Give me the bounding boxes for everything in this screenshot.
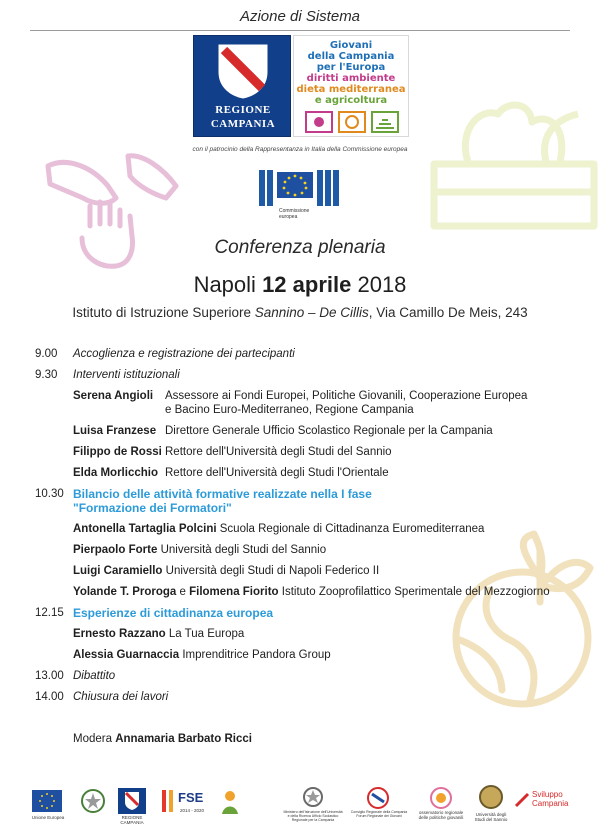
giovani-line-3: per l'Europa xyxy=(316,62,386,73)
speaker-name: Antonella Tartaglia Polcini xyxy=(73,523,217,535)
time-9-30: 9.30 xyxy=(35,369,58,381)
miur-emblem-icon xyxy=(302,786,324,810)
giovani-line-4: diritti ambiente xyxy=(306,73,396,84)
giovani-pictograms-icon xyxy=(304,110,400,134)
sviluppo-line-1: Sviluppo xyxy=(532,790,563,799)
regione-campania-logo xyxy=(193,35,291,137)
speaker-role: Università degli Studi di Napoli Federico II xyxy=(165,565,380,577)
moderator-name: Annamaria Barbato Ricci xyxy=(115,733,252,745)
speaker-conjunction: e xyxy=(176,586,190,598)
event-type: Conferenza plenaria xyxy=(214,237,386,258)
venue-name: Sannino – De Cillis xyxy=(254,305,369,320)
speaker-entry xyxy=(73,543,326,557)
speaker-name: Alessia Guarnaccia xyxy=(73,649,180,661)
giovani-line-6: e agricoltura xyxy=(314,95,388,106)
footer-osservatorio-label: osservatorio regionale delle politiche giovanili xyxy=(418,810,464,820)
ec-label-line-2: europea xyxy=(279,214,298,220)
speaker-name: Serena Angioli xyxy=(73,390,154,402)
eu-flag-icon xyxy=(32,790,62,812)
speaker-role: Università degli Studi del Sannio xyxy=(160,544,327,556)
speaker-role: Rettore dell'Università degli Studi l'Orientale xyxy=(165,467,389,479)
event-city: Napoli xyxy=(193,272,256,297)
giovani-line-5: dieta mediterranea xyxy=(296,84,406,95)
moderator-label: Modera xyxy=(73,733,112,745)
session-bilancio-subtitle: "Formazione dei Formatori" xyxy=(73,501,232,515)
speaker-role-continued: e Bacino Euro-Mediterraneo, Regione Campania xyxy=(165,404,414,416)
ec-label-line-1: Commissione xyxy=(279,208,310,214)
speaker-entry xyxy=(73,585,550,599)
time-14-00: 14.00 xyxy=(35,691,64,703)
footer-consiglio-label: Consiglio Regionale della Campania Forum Regionale dei Giovani xyxy=(350,810,408,818)
footer-regione-label: REGIONE CAMPANIA xyxy=(120,815,144,824)
speaker-name: Luigi Caramiello xyxy=(73,565,163,577)
time-9-00: 9.00 xyxy=(35,348,58,360)
venue-prefix: Istituto di Istruzione Superiore xyxy=(72,305,255,320)
speaker-role: La Tua Europa xyxy=(168,628,245,640)
sviluppo-campania-icon xyxy=(514,792,530,808)
giovani-line-1: Giovani xyxy=(329,40,373,51)
italian-republic-emblem-icon xyxy=(80,788,106,814)
speaker-role: Assessore ai Fondi Europei, Politiche Giovanili, Cooperazione Europea xyxy=(165,390,528,402)
time-12-15: 12.15 xyxy=(35,607,64,619)
speaker-name: Pierpaolo Forte xyxy=(73,544,158,556)
speaker-role: Scuola Regionale di Cittadinanza Euromediterranea xyxy=(219,523,485,535)
speaker-entry xyxy=(73,648,331,662)
venue-address: , Via Camillo De Meis, 243 xyxy=(368,305,528,320)
sviluppo-line-2: Campania xyxy=(532,799,569,808)
osservatorio-icon xyxy=(428,786,454,810)
session-bilancio: Bilancio delle attività formative realizzate nella I fase xyxy=(73,487,372,501)
event-venue xyxy=(0,305,600,320)
unisannio-seal-icon xyxy=(478,784,504,812)
session-esperienze: Esperienze di cittadinanza europea xyxy=(73,606,274,620)
speaker-entry xyxy=(73,564,379,578)
session-dibattito: Dibattito xyxy=(73,670,116,682)
speaker-name: Luisa Franzese xyxy=(73,425,157,437)
footer-unisannio-label: Università degli Studi del Sannio xyxy=(474,812,508,822)
regione-shield-icon xyxy=(216,42,270,100)
regione-name-line-1: REGIONE xyxy=(215,104,271,116)
regione-name-line-2: CAMPANIA xyxy=(210,118,276,130)
speaker-role: Imprenditrice Pandora Group xyxy=(182,649,331,661)
giovani-line-2: della Campania xyxy=(307,51,395,62)
footer-logos xyxy=(20,782,590,822)
patrocinio-text: con il patrocinio della Rappresentanza in Italia della Commissione europea xyxy=(192,146,408,153)
time-13-00: 13.00 xyxy=(35,670,64,682)
speaker-role: Direttore Generale Ufficio Scolastico Regionale per la Campania xyxy=(165,425,493,437)
speaker-name: Elda Morlicchio xyxy=(73,467,158,479)
time-10-30: 10.30 xyxy=(35,488,64,500)
session-chiusura: Chiusura dei lavori xyxy=(73,691,169,703)
youth-garanzia-icon xyxy=(218,788,242,816)
session-interventi: Interventi istituzionali xyxy=(73,369,180,381)
speaker-name: Filomena Fiorito xyxy=(189,586,279,598)
regione-campania-small-icon xyxy=(118,788,146,814)
footer-fse-sub: 2014 - 2020 xyxy=(179,808,205,813)
speaker-entry xyxy=(73,522,484,536)
consiglio-regionale-icon xyxy=(364,786,392,810)
event-date: 12 aprile xyxy=(262,272,352,297)
speaker-entry xyxy=(73,627,244,641)
header-divider xyxy=(30,30,570,31)
session-accoglienza: Accoglienza e registrazione dei partecipanti xyxy=(73,348,295,360)
speaker-role: Rettore dell'Università degli Studi del Sannio xyxy=(165,446,392,458)
speaker-name: Yolande T. Proroga xyxy=(73,586,177,598)
header-title: Azione di Sistema xyxy=(239,8,361,25)
speaker-name: Ernesto Razzano xyxy=(73,628,166,640)
event-date-line xyxy=(0,272,600,298)
speaker-name: Filippo de Rossi xyxy=(73,446,162,458)
footer-sviluppo-label xyxy=(532,790,568,808)
moderator-line xyxy=(73,732,252,746)
vegetable-crate-illustration xyxy=(428,92,600,232)
footer-miur-label: Ministero dell'Istruzione dell'Università e della Ricerca Ufficio Scolastico Regionale per la Campania xyxy=(283,810,343,822)
footer-fse-label: FSE xyxy=(178,790,204,805)
speaker-role: Istituto Zooprofilattico Sperimentale del Mezzogiorno xyxy=(281,586,550,598)
footer-ue-label: Unione Europea xyxy=(31,815,65,820)
european-commission-label xyxy=(279,208,309,220)
event-year: 2018 xyxy=(357,272,407,297)
globe-sprout-illustration xyxy=(430,530,600,710)
giovani-campania-europa-logo xyxy=(293,35,409,137)
